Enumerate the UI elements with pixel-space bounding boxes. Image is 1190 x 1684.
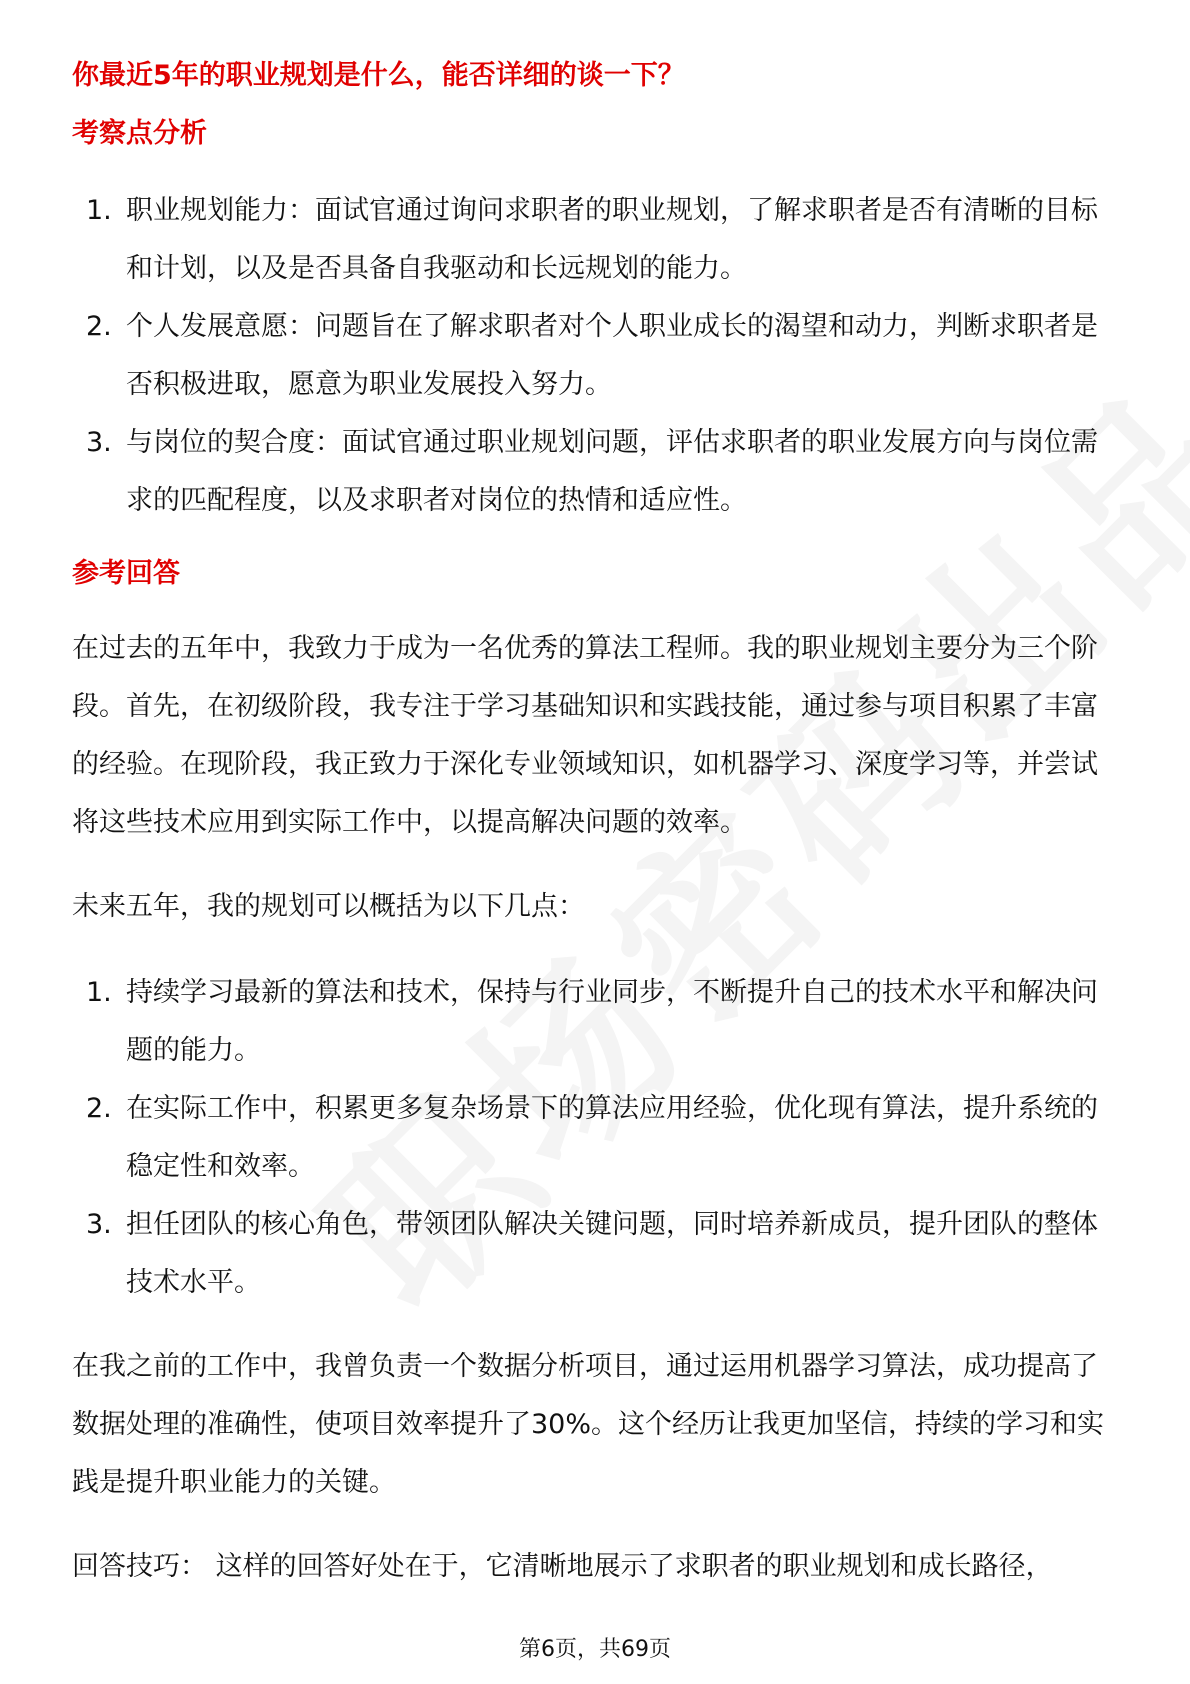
future-plan-text: 持续学习最新的算法和技术，保持与行业同步，不断提升自己的技术水平和解决问题的能力。	[126, 977, 1098, 1066]
future-lead: 未来五年，我的规划可以概括为以下几点：	[72, 891, 585, 922]
future-plan-item	[72, 1196, 1122, 1312]
list-number: 3.	[86, 1209, 112, 1240]
list-number: 2.	[86, 311, 112, 342]
analysis-list	[72, 182, 1122, 530]
list-number: 1.	[86, 977, 112, 1008]
analysis-item	[72, 182, 1122, 298]
future-plan-item	[72, 1080, 1122, 1196]
answer-intro: 在过去的五年中，我致力于成为一名优秀的算法工程师。我的职业规划主要分为三个阶段。首先，在初级阶段，我专注于学习基础知识和实践技能，通过参与项目积累了丰富的经验。在现阶段，我正致力于深化专业领域知识，如机器学习、深度学习等，并尝试将这些技术应用到实际工作中，以提高解决问题的效率。	[72, 633, 1098, 838]
document-page	[72, 56, 1122, 1596]
question-title: 你最近5年的职业规划是什么，能否详细的谈一下？	[72, 60, 685, 91]
answer-heading: 参考回答	[72, 558, 180, 589]
page-number: 第6页，共69页	[519, 1637, 671, 1662]
list-number: 2.	[86, 1093, 112, 1124]
analysis-heading: 考察点分析	[72, 118, 207, 149]
analysis-item	[72, 298, 1122, 414]
list-number: 1.	[86, 195, 112, 226]
list-number: 3.	[86, 427, 112, 458]
experience-paragraph: 在我之前的工作中，我曾负责一个数据分析项目，通过运用机器学习算法，成功提高了数据处理的准确性，使项目效率提升了30%。这个经历让我更加坚信，持续的学习和实践是提升职业能力的关键。	[72, 1351, 1105, 1498]
tips-paragraph: 回答技巧： 这样的回答好处在于，它清晰地展示了求职者的职业规划和成长路径，	[72, 1551, 1053, 1582]
analysis-item-text: 个人发展意愿：问题旨在了解求职者对个人职业成长的渴望和动力，判断求职者是否积极进取，愿意为职业发展投入努力。	[126, 311, 1098, 400]
future-plan-item	[72, 964, 1122, 1080]
future-plan-text: 在实际工作中，积累更多复杂场景下的算法应用经验，优化现有算法，提升系统的稳定性和效率。	[126, 1093, 1098, 1182]
analysis-item-text: 职业规划能力：面试官通过询问求职者的职业规划，了解求职者是否有清晰的目标和计划，以及是否具备自我驱动和长远规划的能力。	[126, 195, 1098, 284]
future-plan-text: 担任团队的核心角色，带领团队解决关键问题，同时培养新成员，提升团队的整体技术水平。	[126, 1209, 1098, 1298]
analysis-item	[72, 414, 1122, 530]
analysis-item-text: 与岗位的契合度：面试官通过职业规划问题，评估求职者的职业发展方向与岗位需求的匹配程度，以及求职者对岗位的热情和适应性。	[126, 427, 1098, 516]
future-plan-list	[72, 964, 1122, 1312]
